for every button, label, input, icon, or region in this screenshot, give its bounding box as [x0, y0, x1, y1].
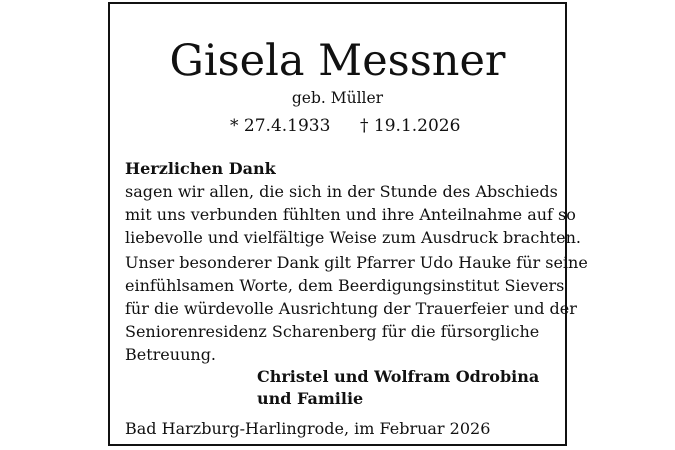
special-thanks-line: Betreuung.	[125, 345, 217, 364]
special-thanks-line: für die würdevolle Ausrichtung der Trauerfeier und der	[125, 299, 577, 318]
special-thanks-line: einfühlsamen Worte, dem Beerdigungsinstitut Sievers	[125, 276, 565, 295]
place-and-date: Bad Harzburg-Harlingrode, im Februar 2026	[125, 419, 491, 438]
signer-line: Christel und Wolfram Odrobina	[257, 367, 540, 386]
special-thanks-line: Unser besonderer Dank gilt Pfarrer Udo Hauke für seine	[125, 253, 588, 272]
birth-date: * 27.4.1933	[230, 116, 331, 136]
special-thanks-line: Seniorenresidenz Scharenberg für die fürsorgliche	[125, 322, 540, 341]
life-dates	[110, 114, 565, 138]
thanks-paragraph	[125, 157, 581, 249]
death-date: † 19.1.2026	[360, 116, 461, 136]
maiden-name: geb. Müller	[291, 89, 384, 107]
thanks-line: sagen wir allen, die sich in der Stunde des Abschieds	[125, 182, 558, 201]
thanks-line: mit uns verbunden fühlten und ihre Anteilnahme auf so	[125, 205, 576, 224]
thanks-heading: Herzlichen Dank	[125, 159, 276, 178]
signer-line: und Familie	[257, 389, 364, 408]
signers	[257, 366, 539, 410]
obituary-card	[108, 2, 588, 446]
deceased-name: Gisela Messner	[169, 36, 506, 86]
special-thanks-paragraph	[125, 251, 588, 366]
thanks-line: liebevolle und vielfältige Weise zum Ausdruck brachten.	[125, 228, 581, 247]
